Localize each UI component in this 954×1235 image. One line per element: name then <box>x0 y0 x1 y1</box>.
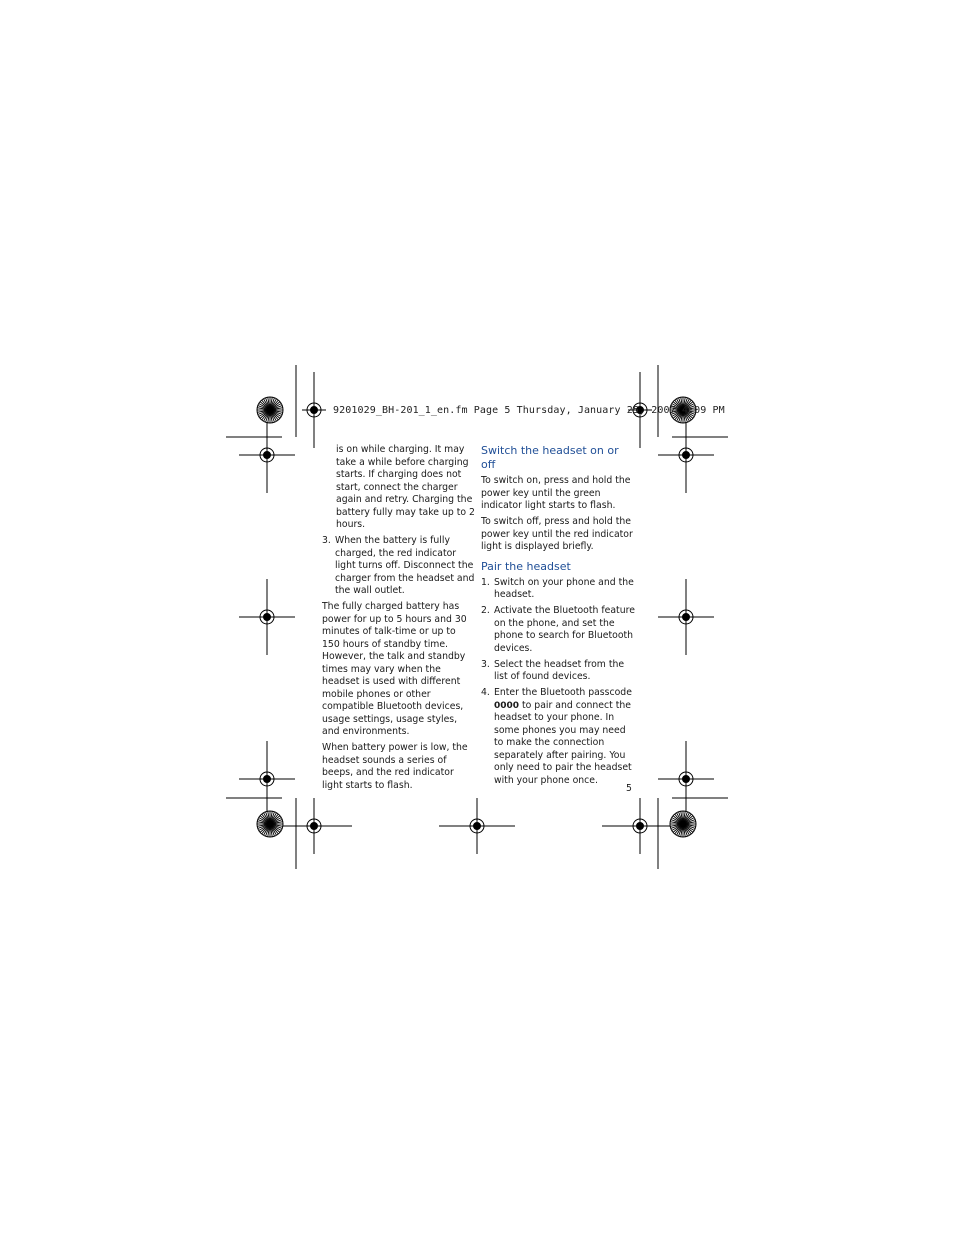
registration-mark <box>276 798 352 854</box>
section-heading-switch: Switch the headset on or off <box>481 444 619 471</box>
list-item <box>481 659 635 684</box>
step-number: 3. <box>322 535 331 546</box>
registration-mark <box>658 741 714 817</box>
right-column <box>481 444 635 791</box>
list-item <box>322 535 476 598</box>
page-number: 5 <box>626 783 632 794</box>
registration-mark <box>439 798 515 854</box>
switch-on-text: To switch on, press and hold the power key until the green indicator light starts to flash. <box>481 475 631 511</box>
step-text: When the battery is fully charged, the red indicator light turns off. Disconnect the charger from the headset and the wall outlet. <box>335 535 475 596</box>
star-target <box>257 397 283 423</box>
switch-off-text: To switch off, press and hold the power key until the red indicator light is displayed briefly. <box>481 516 633 552</box>
registration-mark <box>239 579 295 655</box>
star-target <box>670 811 696 837</box>
file-header: 9201029_BH-201_1_en.fm Page 5 Thursday, January 25, 2007 4:09 PM <box>333 405 725 416</box>
battery-life-paragraph: The fully charged battery has power for up to 5 hours and 30 minutes of talk-time or up to 150 hours of standby time. However, the talk and standby times may vary when the headset is used with different mobile phones or other compatible Bluetooth devices, usage settings, usage styles, and environments. <box>322 601 467 737</box>
section-heading-pair: Pair the headset <box>481 559 571 573</box>
step-text: Select the headset from the list of found devices. <box>494 658 625 682</box>
list-item <box>481 687 635 787</box>
registration-mark <box>302 372 326 448</box>
step-text <box>494 687 632 786</box>
left-column <box>322 444 476 796</box>
step-text: Switch on your phone and the headset. <box>494 576 634 600</box>
registration-mark <box>602 798 678 854</box>
passcode: 0000 <box>494 700 520 711</box>
step-text: Activate the Bluetooth feature on the phone, and set the phone to search for Bluetooth devices. <box>494 605 635 654</box>
low-battery-paragraph: When battery power is low, the headset sounds a series of beeps, and the red indicator light starts to flash. <box>322 742 468 791</box>
step-number: 3. <box>481 658 490 670</box>
step-text-end: to pair and connect the headset to your phone. In some phones you may need to make the connection separately after pairing. You only need to pair the headset with your phone once. <box>494 699 632 786</box>
star-target <box>257 811 283 837</box>
step-number: 4. <box>481 687 490 698</box>
list-item <box>481 605 635 655</box>
step-number: 2. <box>481 605 490 616</box>
registration-mark <box>658 579 714 655</box>
list-item <box>481 577 635 602</box>
step-text-start: Enter the Bluetooth passcode <box>494 687 632 698</box>
registration-mark <box>239 741 295 817</box>
charging-intro: is on while charging. It may take a while before charging starts. If charging does not start, connect the charger again and retry. Charging the battery fully may take up to 2 hours. <box>336 444 475 530</box>
registration-mark <box>658 417 714 493</box>
registration-mark <box>239 417 295 493</box>
step-number: 1. <box>481 576 490 588</box>
